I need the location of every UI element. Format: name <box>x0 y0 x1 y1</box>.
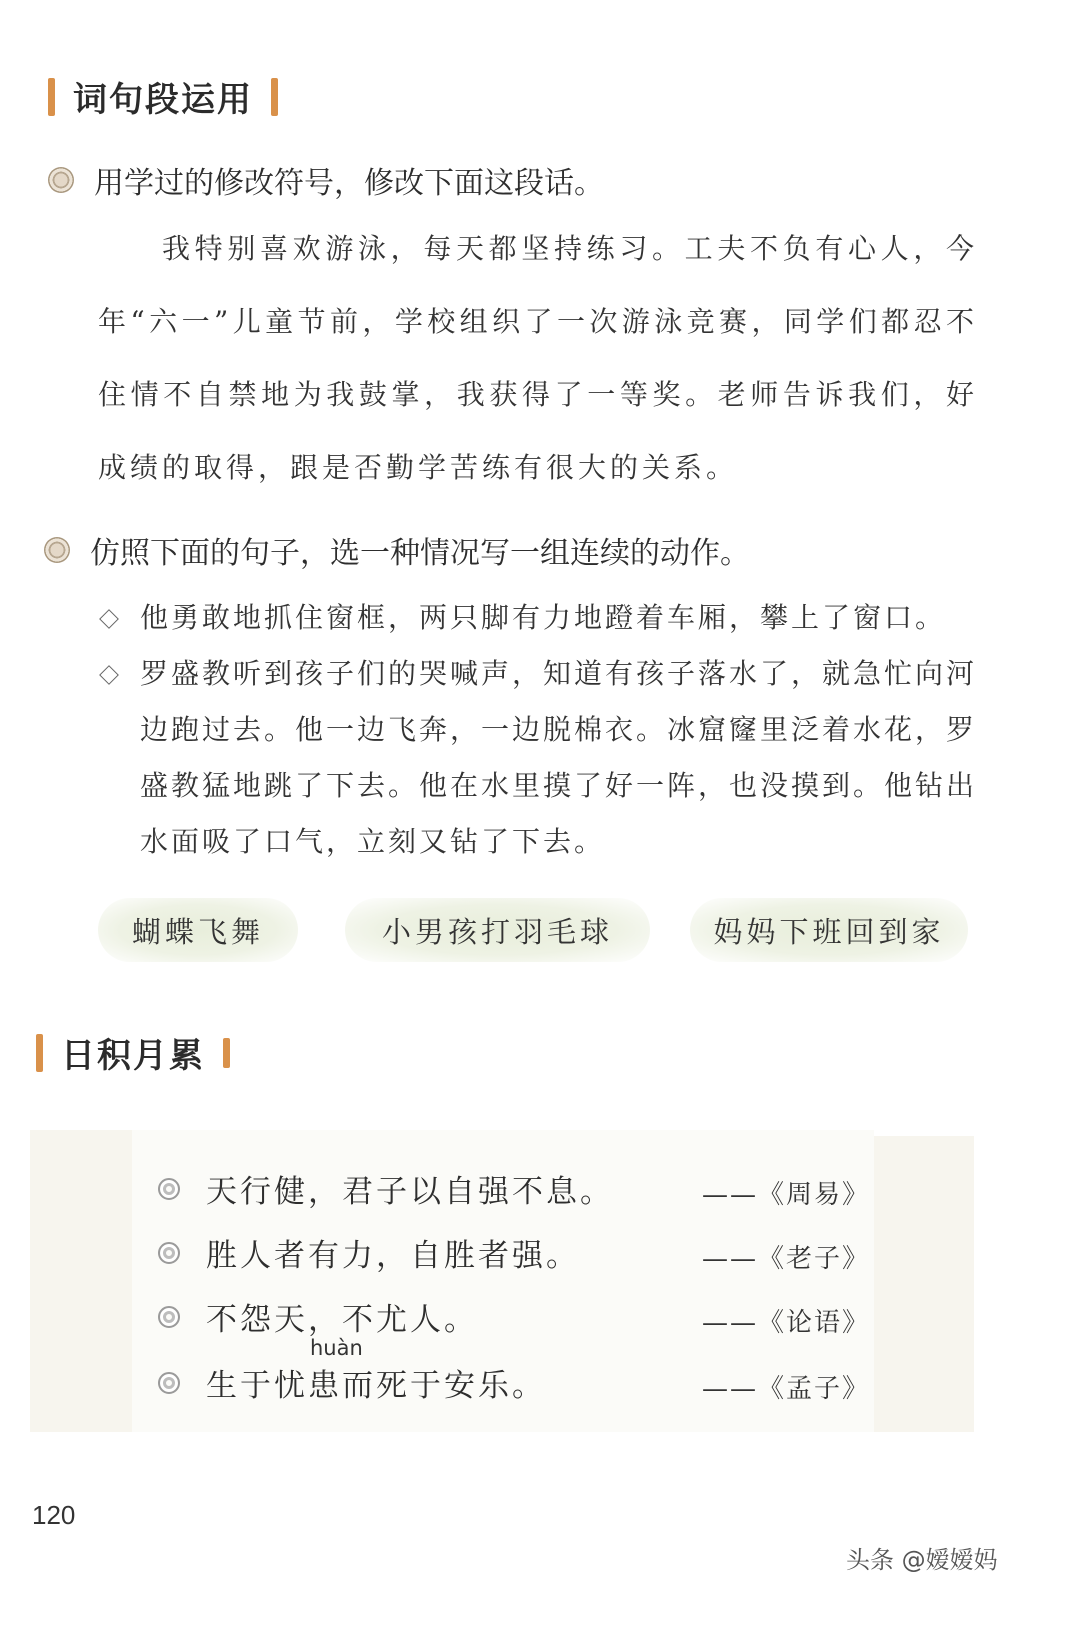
header-bar-left <box>36 1034 43 1072</box>
situation-label: 妈妈下班回到家 <box>713 914 945 949</box>
example-sentence-2 <box>96 646 986 870</box>
quote-source: ——《老子》 <box>702 1244 871 1274</box>
section-header-ci-ju-duan <box>48 72 278 121</box>
quote-text: 不怨天，不尤人。 <box>206 1302 478 1338</box>
situation-label: 小男孩打羽毛球 <box>381 914 613 949</box>
quote-text-annotated-char: 患 <box>308 1368 342 1404</box>
header-bar-right <box>271 78 278 116</box>
quote-text: 天行健，君子以自强不息。 <box>206 1174 614 1210</box>
pinyin-annotation: huàn <box>310 1336 363 1360</box>
task-1-instruction: 用学过的修改符号，修改下面这段话。 <box>94 166 604 201</box>
header-bar-right <box>223 1038 230 1068</box>
quote-row <box>158 1166 614 1211</box>
task-2-instruction: 仿照下面的句子，选一种情况写一组连续的动作。 <box>90 536 750 571</box>
situation-pill-mom-home <box>690 898 968 962</box>
circle-bullet-icon <box>158 1306 180 1328</box>
watermark: 头条 @嫒嫒妈 <box>846 1546 998 1574</box>
example-1-text: 他勇敢地抓住窗框，两只脚有力地蹬着车厢，攀上了窗口。 <box>140 601 947 634</box>
circle-bullet-icon <box>158 1242 180 1264</box>
task-2 <box>44 528 750 572</box>
quote-row <box>158 1294 478 1339</box>
task-seal-icon <box>48 167 74 193</box>
section-header-ri-ji-yue-lei <box>36 1028 230 1077</box>
task-1 <box>48 158 604 202</box>
quote-row <box>158 1230 580 1275</box>
task-seal-icon <box>44 537 70 563</box>
situation-pill-badminton <box>345 898 650 962</box>
header-bar-left <box>48 78 55 116</box>
quotes-panel-left <box>30 1130 132 1432</box>
circle-bullet-icon <box>158 1372 180 1394</box>
page-number: 120 <box>32 1500 76 1530</box>
quote-text: 胜人者有力，自胜者强。 <box>206 1238 580 1274</box>
quote-row <box>158 1360 546 1405</box>
section-title: 日积月累 <box>61 1036 205 1076</box>
diamond-bullet-icon <box>99 665 119 685</box>
section-title: 词句段运用 <box>73 80 253 120</box>
task-1-passage: 我特别喜欢游泳，每天都坚持练习。工夫不负有心人，今年“六一”儿童节前，学校组织了一次游泳竞赛，同学们都忍不住情不自禁地为我鼓掌，我获得了一等奖。老师告诉我们，好成绩的取得，跟是否勤学苦练有很大的关系。 <box>98 232 978 484</box>
diamond-bullet-icon <box>99 609 119 629</box>
situation-label: 蝴蝶飞舞 <box>131 914 264 949</box>
example-2-text: 罗盛教听到孩子们的哭喊声，知道有孩子落水了，就急忙向河边跑过去。他一边飞奔，一边脱棉衣。冰窟窿里泛着水花，罗盛教猛地跳了下去。他在水里摸了好一阵，也没摸到。他钻出水面吸了口气，立刻又钻了下去。 <box>140 657 978 858</box>
quote-source: ——《孟子》 <box>702 1374 871 1404</box>
circle-bullet-icon <box>158 1178 180 1200</box>
quote-text-part: 生于忧 <box>206 1368 308 1404</box>
quote-source: ——《论语》 <box>702 1308 871 1338</box>
example-sentence-1 <box>96 590 986 646</box>
quotes-panel-right <box>874 1136 974 1432</box>
situation-pill-butterfly <box>98 898 298 962</box>
quote-source: ——《周易》 <box>702 1180 871 1210</box>
quote-text-part: 而死于安乐。 <box>342 1368 546 1404</box>
